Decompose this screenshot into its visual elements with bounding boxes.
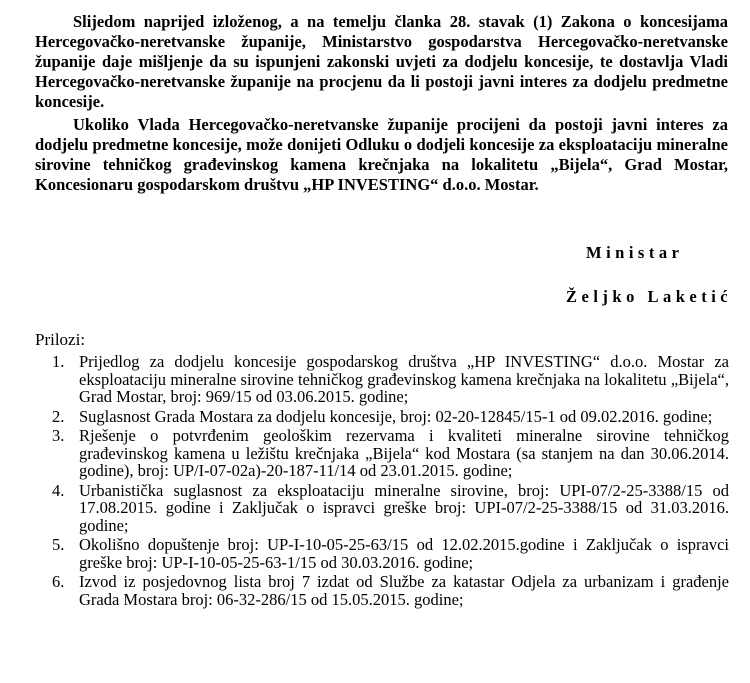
- attachments-label: Prilozi:: [35, 330, 86, 349]
- signature-title: Ministar: [586, 243, 684, 262]
- list-item: [35, 353, 729, 406]
- list-item-number: 4.: [52, 480, 65, 500]
- list-item: [35, 536, 729, 571]
- list-item-number: 5.: [52, 535, 65, 554]
- list-item-text: Okolišno dopuštenje broj: UP-I-10-05-25-63/15 od 12.02.2015.godine i Zaključak o ispravci greške broj: UP-I-10-05-25-63-1/15 od 30.03.2016. godine;: [79, 535, 729, 572]
- list-item: [35, 408, 729, 426]
- list-item-number: 6.: [52, 572, 65, 591]
- list-item-text: Izvod iz posjedovnog lista broj 7 izdat od Službe za katastar Odjela za urbanizam i građenje Grada Mostara broj: 06-32-286/15 od 15.05.2015. godine;: [79, 572, 729, 609]
- list-item-text: Suglasnost Grada Mostara za dodjelu koncesije, broj: 02-20-12845/15-1 od 09.02.2016. godine;: [79, 406, 713, 426]
- list-item-number: 2.: [52, 406, 65, 426]
- main-paragraph-2: [35, 115, 728, 195]
- list-item-number: 3.: [52, 426, 65, 445]
- paragraph-text: Slijedom naprijed izloženog, a na temelju članka 28. stavak (1) Zakona o koncesijama Hercegovačko-neretvanske županije, Ministarstvo gospodarstva Hercegovačko-neretvanske županije daje mišljenje da su ispunjeni zakonski uvjeti za dodjelu koncesije, te dostavlja Vladi Hercegovačko-neretvanske županije na procjenu da li postoji javni interes za dodjelu predmetne koncesije.: [35, 12, 728, 111]
- list-item: [35, 573, 729, 608]
- list-item-text: Prijedlog za dodjelu koncesije gospodarskog društva „HP INVESTING“ d.o.o. Mostar za eksploataciju mineralne sirovine tehničkog građevinskog kamena krečnjaka na lokalitetu „Bijela“, Grad Mostar, broj: 969/15 od 03.06.2015. godine;: [79, 352, 729, 406]
- paragraph-text: Ukoliko Vlada Hercegovačko-neretvanske županije procijeni da postoji javni interes za dodjelu predmetne koncesije, može donijeti Odluku o dodjeli koncesije za eksploataciju mineralne sirovine tehničkog građevinskog kamena krečnjaka na lokalitetu „Bijela“, Grad Mostar, Koncesionaru gospodarskom društvu „HP INVESTING“ d.o.o. Mostar.: [35, 115, 728, 194]
- list-item-text: Urbanistička suglasnost za eksploataciju mineralne sirovine, broj: UPI-07/2-25-3388/15 od 17.08.2015. godine i Zaključak o ispravci greške broj: UPI-07/2-25-3388/15 od 31.03.2016. godine;: [79, 480, 729, 535]
- list-item: [35, 482, 729, 535]
- main-paragraph-1: [35, 12, 728, 112]
- list-item: [35, 427, 729, 480]
- attachments-list: [35, 353, 729, 610]
- list-item-text: Rješenje o potvrđenim geološkim rezervama i kvaliteti mineralne sirovine tehničkog građevinskog kamena u ležištu krečnjaka „Bijela“ kod Mostara (sa stanjem na dan 30.06.2014. godine), broj: UP/I-07-02a)-20-187-11/14 od 23.01.2015. godine;: [79, 426, 729, 480]
- list-item-number: 1.: [52, 352, 65, 371]
- signature-name: Željko Laketić: [566, 287, 733, 306]
